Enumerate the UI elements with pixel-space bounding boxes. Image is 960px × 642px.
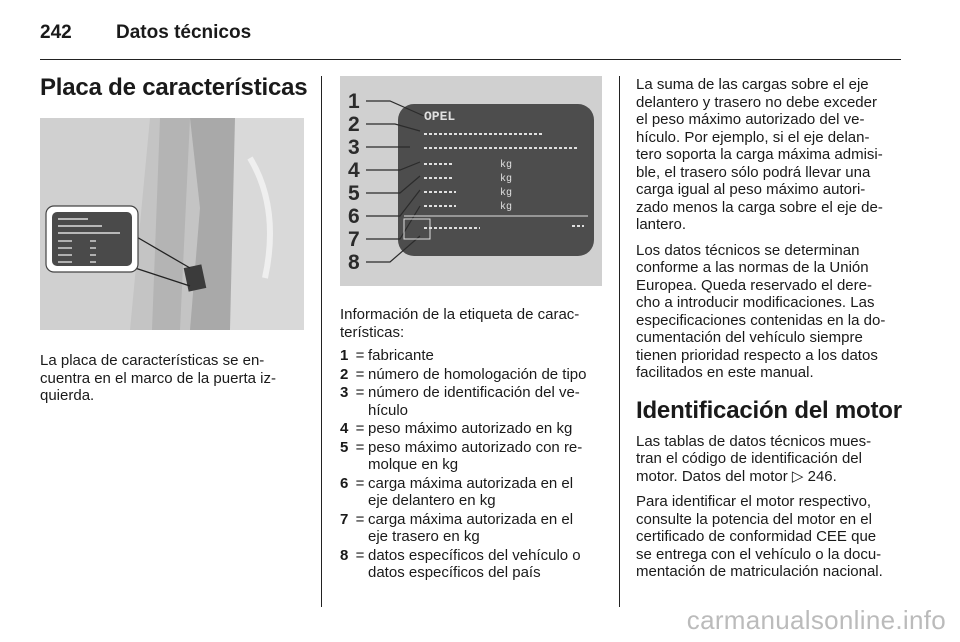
door-frame-illustration: [40, 118, 304, 330]
column-divider-2: [619, 76, 620, 607]
section-title-plate: Placa de características: [40, 74, 308, 101]
column-1: [40, 74, 308, 413]
list-item: 3 = número de identificación del ve- hículo: [340, 384, 580, 419]
callout-2: 2: [348, 113, 360, 136]
page-header: [40, 22, 251, 44]
plate-location-caption: La placa de características se en- cuentra en el marco de la puerta iz- quierda.: [40, 352, 276, 404]
axle-load-paragraph: La suma de las cargas sobre el eje delantero y trasero no debe exceder el peso máximo autorizado del ve- hículo. Por ejemplo, si el eje delan- tero soporta la carga máxima admisi- ble, el trasero sólo podrá llevar una carga igual al peso máximo autori- zado menos la carga sobre el eje de- lantero.: [636, 76, 883, 233]
plate-unit-5: kg: [500, 174, 513, 185]
engine-identify-paragraph: Para identificar el motor respectivo, consulte la potencia del motor en el certificado de conformidad CEE que se entrega con el vehículo o la docu- mentación de matriculación nacional.: [636, 493, 883, 580]
list-item: 7 = carga máxima autorizada en el eje trasero en kg: [340, 510, 574, 545]
callout-8: 8: [348, 251, 360, 274]
column-divider-1: [321, 76, 322, 607]
header-rule: [40, 59, 901, 60]
list-item: 8 = datos específicos del vehículo o datos específicos del país: [340, 546, 581, 581]
plate-unit-6: kg: [500, 188, 513, 199]
list-item: 2 = número de homologación de tipo: [340, 365, 587, 383]
callout-5: 5: [348, 182, 360, 205]
plate-unit-7: kg: [500, 202, 513, 213]
list-item: 1 = fabricante: [340, 347, 434, 364]
list-item: 6 = carga máxima autorizada en el eje delantero en kg: [340, 474, 574, 509]
callout-4: 4: [348, 159, 360, 182]
column-3: [636, 76, 902, 589]
chapter-title: Datos técnicos: [116, 22, 252, 43]
callout-1: 1: [348, 90, 360, 113]
list-item: 4 = peso máximo autorizado en kg: [340, 420, 573, 437]
plate-info-list: [340, 347, 602, 582]
plate-brand: OPEL: [424, 109, 456, 124]
eu-standards-paragraph: Los datos técnicos se determinan conforme a las normas de la Unión Europea. Queda reservado el dere- cho a introducir modificaciones. Las especificaciones contenidas en la do- cumentación del vehículo siempre tienen prioridad respecto a los datos facilitados en este manual.: [636, 241, 886, 381]
column-2: [340, 76, 602, 583]
section-title-engine: Identificación del motor: [636, 396, 902, 424]
plate-info-intro: Información de la etiqueta de carac- terísticas:: [340, 306, 580, 341]
door-frame-photo: [40, 118, 304, 330]
list-item: 5 = peso máximo autorizado con re- molque en kg: [340, 438, 583, 473]
plate-unit-4: kg: [500, 160, 513, 171]
callout-6: 6: [348, 205, 360, 228]
callout-7: 7: [348, 228, 360, 251]
type-plate-diagram: [340, 76, 602, 286]
watermark: carmanualsonline.info: [686, 605, 946, 635]
page-number: 242: [40, 22, 72, 43]
plate-figure: [340, 76, 602, 286]
callout-3: 3: [348, 136, 360, 159]
engine-code-paragraph: Las tablas de datos técnicos mues- tran el código de identificación del motor. Datos del motor ▷ 246.: [636, 432, 872, 485]
